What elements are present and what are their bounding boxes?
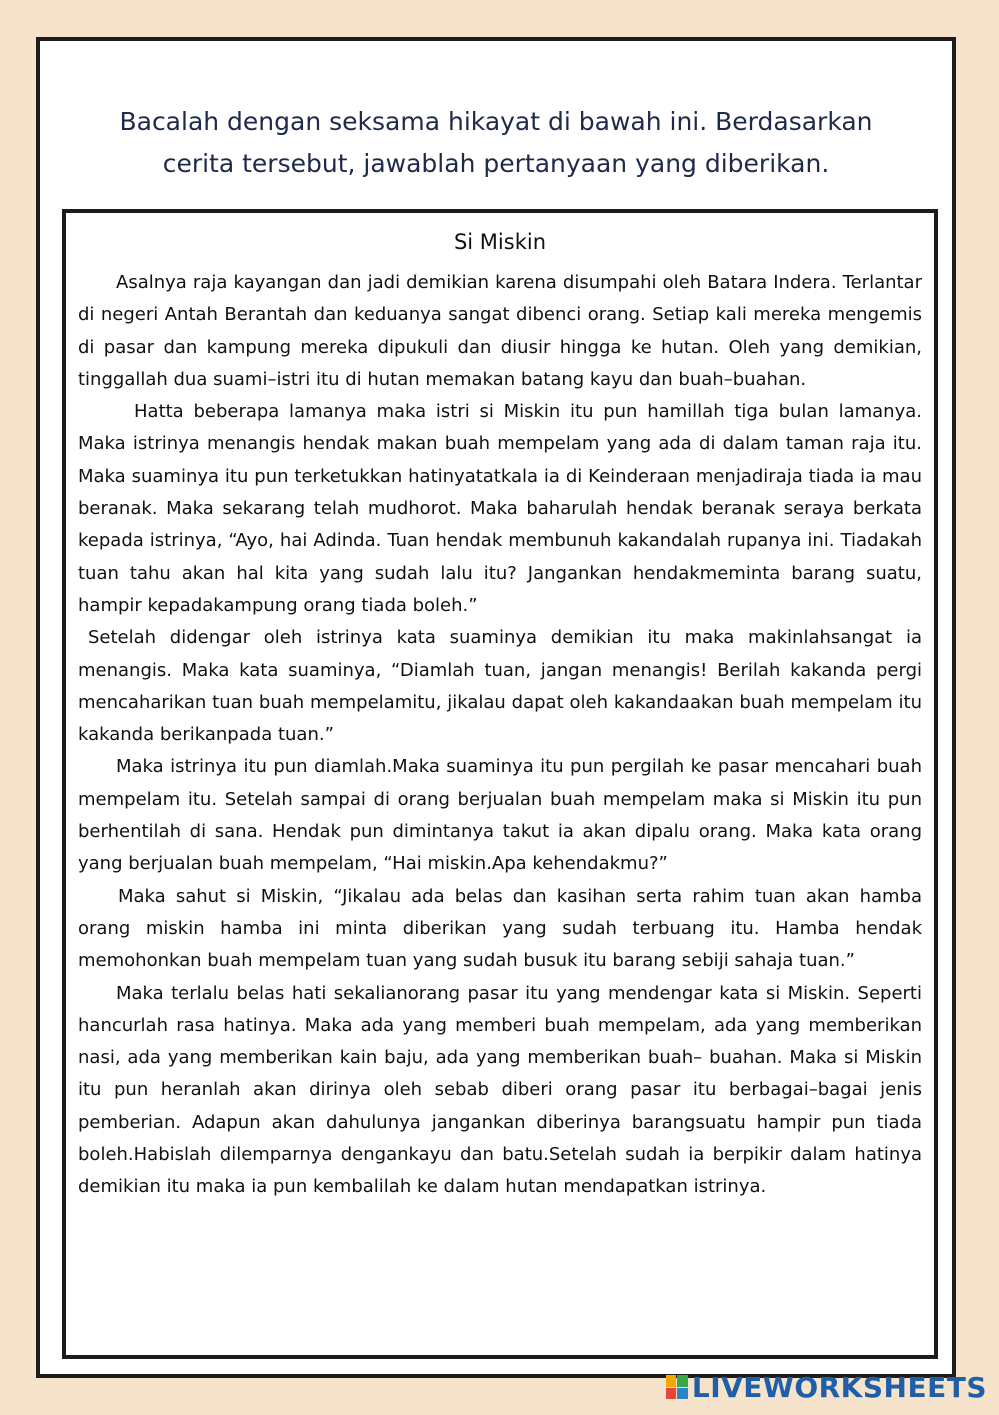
story-paragraph: Asalnya raja kayangan dan jadi demikian karena disumpahi oleh Batara Indera. Terlantar di negeri Antah Berantah dan keduanya sangat dibenci orang. Setiap kali mereka mengemis di pasar dan kampung mereka dipukuli dan diusir hingga ke hutan. Oleh yang demikian, tinggallah dua suami–istri itu di hutan memakan batang kayu dan buah–buahan. (78, 272, 922, 390)
story-paragraph: Hatta beberapa lamanya maka istri si Miskin itu pun hamillah tiga bulan lamanya. Maka istrinya menangis hendak makan buah mempelam yang ada di dalam taman raja itu. Maka suaminya itu pun terketukkan hatinyatatkala ia di Keinderaan menjadiraja tiada ia mau beranak. Maka sekarang telah mudhorot. Maka baharulah hendak beranak seraya berkata kepada istrinya, “Ayo, hai Adinda. Tuan hendak membunuh kakandalah rupanya ini. Tiadakah tuan tahu akan hal kita yang sudah lalu itu? Jangankan hendakmeminta barang suatu, hampir kepadakampung orang tiada boleh.” (78, 401, 922, 616)
liveworksheets-logo-icon (666, 1375, 688, 1399)
story-paragraph: Maka terlalu belas hati sekalianorang pasar itu yang mendengar kata si Miskin. Seperti hancurlah rasa hatinya. Maka ada yang memberi buah mempelam, ada yang memberikan nasi, ada yang memberikan kain baju, ada yang memberikan buah– buahan. Maka si Miskin itu pun heranlah akan dirinya oleh sebab diberi orang pasar itu berbagai–bagai jenis pemberian. Adapun akan dahulunya jangankan diberinya barangsuatu hampir pun tiada boleh.Habislah dilemparnya dengankayu dan batu.Setelah sudah ia berpikir dalam hatinya demikian itu maka ia pun kembalilah ke dalam hutan mendapatkan istrinya. (78, 982, 922, 1198)
story-body (78, 267, 922, 1204)
instructions-text: Bacalah dengan seksama hikayat di bawah ini. Berdasarkan cerita tersebut, jawablah pertanyaan yang diberikan. (119, 107, 873, 178)
liveworksheets-footer[interactable] (666, 1369, 987, 1405)
story-title: Si Miskin (453, 230, 547, 254)
story-paragraph: Maka istrinya itu pun diamlah.Maka suaminya itu pun pergilah ke pasar mencahari buah mempelam itu. Setelah sampai di orang berjualan buah mempelam maka si Miskin itu pun berhentilah di sana. Hendak pun dimintanya takut ia akan dipalu orang. Maka kata orang yang berjualan buah mempelam, “Hai miskin.Apa kehendakmu?” (78, 756, 922, 875)
story-box (62, 209, 938, 1359)
worksheet-page (36, 37, 956, 1378)
story-paragraph: Setelah didengar oleh istrinya kata suaminya demikian itu maka makinlahsangat ia menangis. Maka kata suaminya, “Diamlah tuan, jangan menangis! Berilah kakanda pergi mencaharikan tuan buah mempelamitu, jikalau dapat oleh kakandaakan buah mempelam itu kakanda berikanpada tuan.” (78, 627, 922, 746)
liveworksheets-brand: LIVEWORKSHEETS (691, 1370, 987, 1404)
story-paragraph: Maka sahut si Miskin, “Jikalau ada belas dan kasihan serta rahim tuan akan hamba orang miskin hamba ini minta diberikan yang sudah terbuang itu. Hamba hendak memohonkan buah mempelam tuan yang sudah busuk itu barang sebiji sahaja tuan.” (78, 885, 922, 972)
